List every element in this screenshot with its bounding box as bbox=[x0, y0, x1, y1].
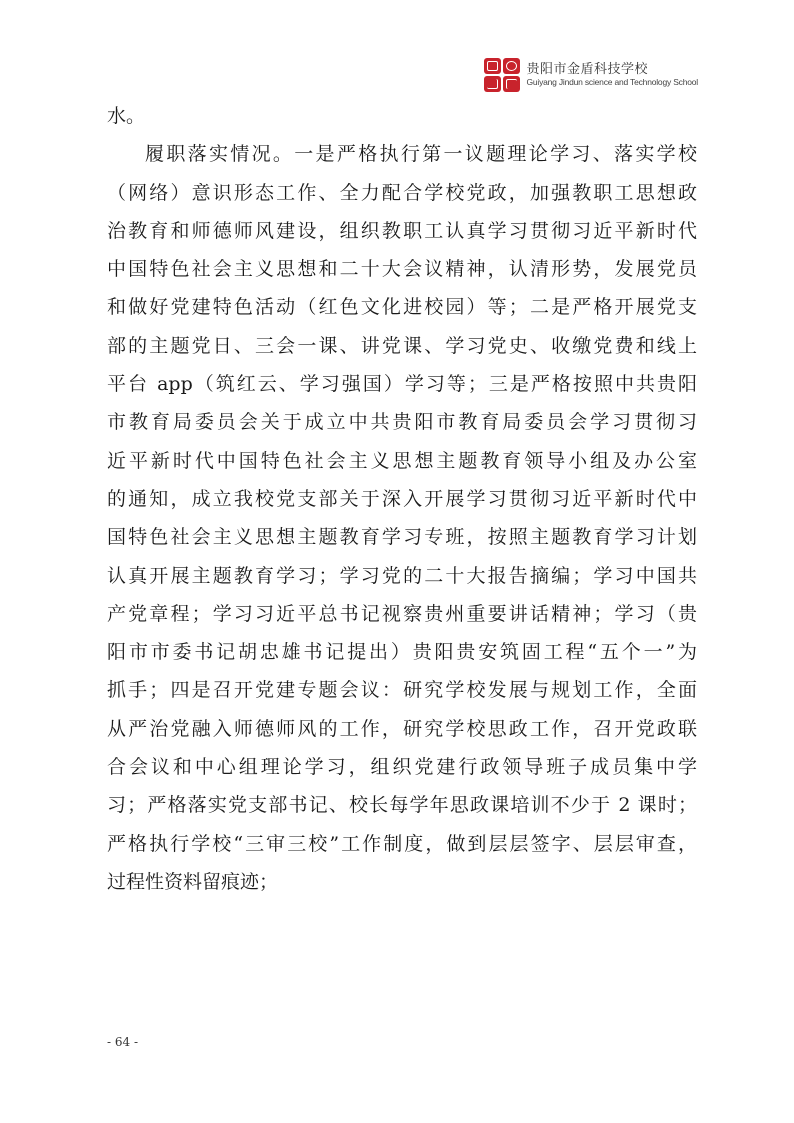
school-name bbox=[526, 63, 698, 88]
school-seal-icon bbox=[484, 58, 520, 92]
text-line: 抓手；四是召开党建专题会议：研究学校发展与规划工作，全面 bbox=[107, 679, 697, 702]
text-line: 近平新时代中国特色社会主义思想主题教育领导小组及办公室 bbox=[107, 449, 697, 472]
text-line: 合会议和中心组理论学习，组织党建行政领导班子成员集中学 bbox=[107, 756, 697, 779]
text-line: 习；严格落实党支部书记、校长每学年思政课培训不少于 2 课时； bbox=[107, 794, 697, 817]
text-line: 认真开展主题教育学习；学习党的二十大报告摘编；学习中国共 bbox=[107, 564, 697, 587]
text-line: 水。 bbox=[107, 105, 146, 127]
text-line: 履职落实情况。一是严格执行第一议题理论学习、落实学校 bbox=[145, 143, 697, 166]
text-line: 平台 app（筑红云、学习强国）学习等；三是严格按照中共贵阳 bbox=[107, 373, 697, 396]
page-header bbox=[484, 58, 698, 92]
text-line: 国特色社会主义思想主题教育学习专班，按照主题教育学习计划 bbox=[107, 526, 697, 549]
text-line: 严格执行学校“三审三校”工作制度，做到层层签字、层层审查， bbox=[107, 832, 697, 855]
document-body bbox=[107, 97, 697, 901]
text-line: 治教育和师德师风建设，组织教职工认真学习贯彻习近平新时代 bbox=[107, 219, 697, 242]
school-name-en: Guiyang Jindun science and Technology School bbox=[526, 76, 698, 87]
text-line: 市教育局委员会关于成立中共贵阳市教育局委员会学习贯彻习 bbox=[107, 411, 697, 434]
text-line: 和做好党建特色活动（红色文化进校园）等；二是严格开展党支 bbox=[107, 296, 697, 319]
text-line: 部的主题党日、三会一课、讲党课、学习党史、收缴党费和线上 bbox=[107, 334, 697, 357]
text-line: 的通知，成立我校党支部关于深入开展学习贯彻习近平新时代中 bbox=[107, 487, 697, 510]
page-number: - 64 - bbox=[107, 1035, 139, 1049]
text-line: 产党章程；学习习近平总书记视察贵州重要讲话精神；学习（贵 bbox=[107, 602, 697, 625]
text-line: 中国特色社会主义思想和二十大会议精神，认清形势，发展党员 bbox=[107, 258, 697, 281]
text-line: 阳市市委书记胡忠雄书记提出）贵阳贵安筑固工程“五个一”为 bbox=[107, 641, 697, 664]
text-line: （网络）意识形态工作、全力配合学校党政，加强教职工思想政 bbox=[107, 181, 697, 204]
text-line: 过程性资料留痕迹； bbox=[107, 870, 279, 893]
school-name-cn: 贵阳市金盾科技学校 bbox=[526, 61, 648, 77]
text-line: 从严治党融入师德师风的工作，研究学校思政工作，召开党政联 bbox=[107, 717, 697, 740]
